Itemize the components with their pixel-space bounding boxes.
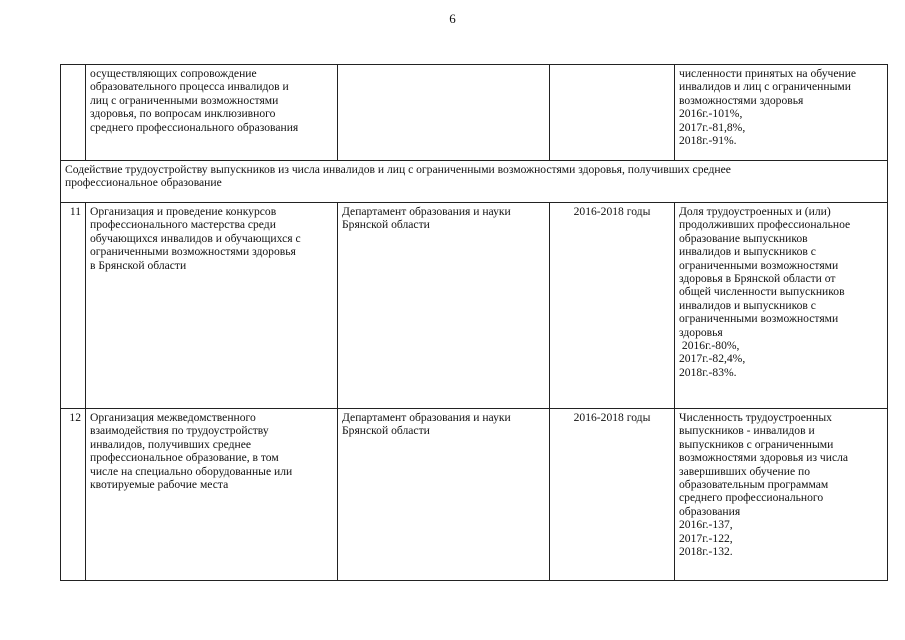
indicator-line: 2016г.-80%,	[679, 339, 740, 353]
indicator-line: инвалидов и выпускников с	[679, 298, 816, 312]
executor-line: Департамент образования и науки	[342, 205, 511, 218]
activity-cell	[86, 203, 338, 409]
indicator-line: выпускников с ограниченными	[679, 437, 834, 451]
indicator-line: образовательным программам	[679, 478, 829, 492]
indicator-line: численности принятых на обучение	[679, 67, 857, 80]
indicator-line: среднего профессионального	[679, 491, 824, 505]
activity-cell	[86, 409, 338, 581]
row-number-cell	[61, 65, 86, 161]
activity-line: взаимодействия по трудоустройству	[90, 424, 269, 438]
indicator-line: 2016г.-137,	[679, 518, 733, 532]
activity-line: среднего профессионального образования	[90, 120, 299, 134]
indicator-cell	[675, 203, 888, 409]
indicator-line: здоровья в Брянской области от	[679, 272, 836, 286]
period-cell: 2016-2018 годы	[550, 203, 675, 409]
indicator-line: возможностями здоровья	[679, 93, 804, 107]
executor-line: Брянской области	[342, 218, 430, 232]
executor-line: Брянской области	[342, 424, 430, 438]
section-heading-row	[61, 161, 888, 203]
indicator-line: завершивших обучение по	[679, 464, 810, 478]
executor-cell	[338, 65, 550, 161]
indicator-line: продолживших профессиональное	[679, 218, 851, 232]
indicator-line: Численность трудоустроенных	[679, 411, 832, 424]
indicator-line: ограниченными возможностями	[679, 258, 839, 272]
indicator-line: 2017г.-82,4%,	[679, 352, 746, 366]
executor-cell	[338, 409, 550, 581]
executor-line: Департамент образования и науки	[342, 411, 511, 424]
activity-line: образовательного процесса инвалидов и	[90, 80, 289, 94]
indicator-line: здоровья	[679, 325, 723, 339]
indicator-line: образования	[679, 504, 741, 518]
section-heading-line: Содействие трудоустройству выпускников из числа инвалидов и лиц с ограниченными возможностями здоровья, получивших среднее	[65, 163, 731, 176]
activity-line: обучающихся инвалидов и обучающихся с	[90, 231, 301, 245]
activity-line: осуществляющих сопровождение	[90, 67, 257, 80]
period-cell: 2016-2018 годы	[550, 409, 675, 581]
activity-line: квотируемые рабочие места	[90, 478, 229, 492]
indicator-line: образование выпускников	[679, 231, 808, 245]
program-table	[60, 64, 888, 581]
indicator-line: Доля трудоустроенных и (или)	[679, 205, 831, 218]
period-cell	[550, 65, 675, 161]
table-row	[61, 203, 888, 409]
activity-line: лиц с ограниченными возможностями	[90, 93, 279, 107]
indicator-cell	[675, 65, 888, 161]
activity-line: в Брянской области	[90, 258, 187, 272]
activity-cell	[86, 65, 338, 161]
activity-line: инвалидов, получивших среднее	[90, 437, 252, 451]
indicator-line: 2016г.-101%,	[679, 107, 743, 121]
activity-line: Организация межведомственного	[90, 411, 256, 424]
activity-line: профессиональное образование, в том	[90, 451, 279, 465]
row-number-cell: 12	[61, 409, 86, 581]
indicator-line: общей численности выпускников	[679, 285, 845, 299]
section-heading-line: профессиональное образование	[65, 176, 222, 190]
activity-line: профессионального мастерства среди	[90, 218, 276, 232]
activity-line: числе на специально оборудованные или	[90, 464, 293, 478]
executor-cell	[338, 203, 550, 409]
indicator-line: выпускников - инвалидов и	[679, 424, 815, 438]
section-heading	[61, 161, 888, 203]
indicator-line: 2018г.-83%.	[679, 365, 737, 379]
table-row	[61, 409, 888, 581]
indicator-line: 2018г.-91%.	[679, 134, 737, 148]
indicator-line: возможностями здоровья из числа	[679, 451, 849, 465]
indicator-line: ограниченными возможностями	[679, 312, 839, 326]
indicator-line: 2018г.-132.	[679, 545, 733, 559]
indicator-line: инвалидов и выпускников с	[679, 245, 816, 259]
indicator-line: инвалидов и лиц с ограниченными	[679, 80, 851, 94]
table-row-continued	[61, 65, 888, 161]
page-number: 6	[449, 11, 456, 26]
indicator-cell	[675, 409, 888, 581]
activity-line: здоровья, по вопросам инклюзивного	[90, 107, 276, 121]
indicator-line: 2017г.-122,	[679, 531, 733, 545]
indicator-line: 2017г.-81,8%,	[679, 120, 746, 134]
activity-line: Организация и проведение конкурсов	[90, 205, 277, 218]
row-number-cell: 11	[61, 203, 86, 409]
activity-line: ограниченными возможностями здоровья	[90, 245, 296, 259]
